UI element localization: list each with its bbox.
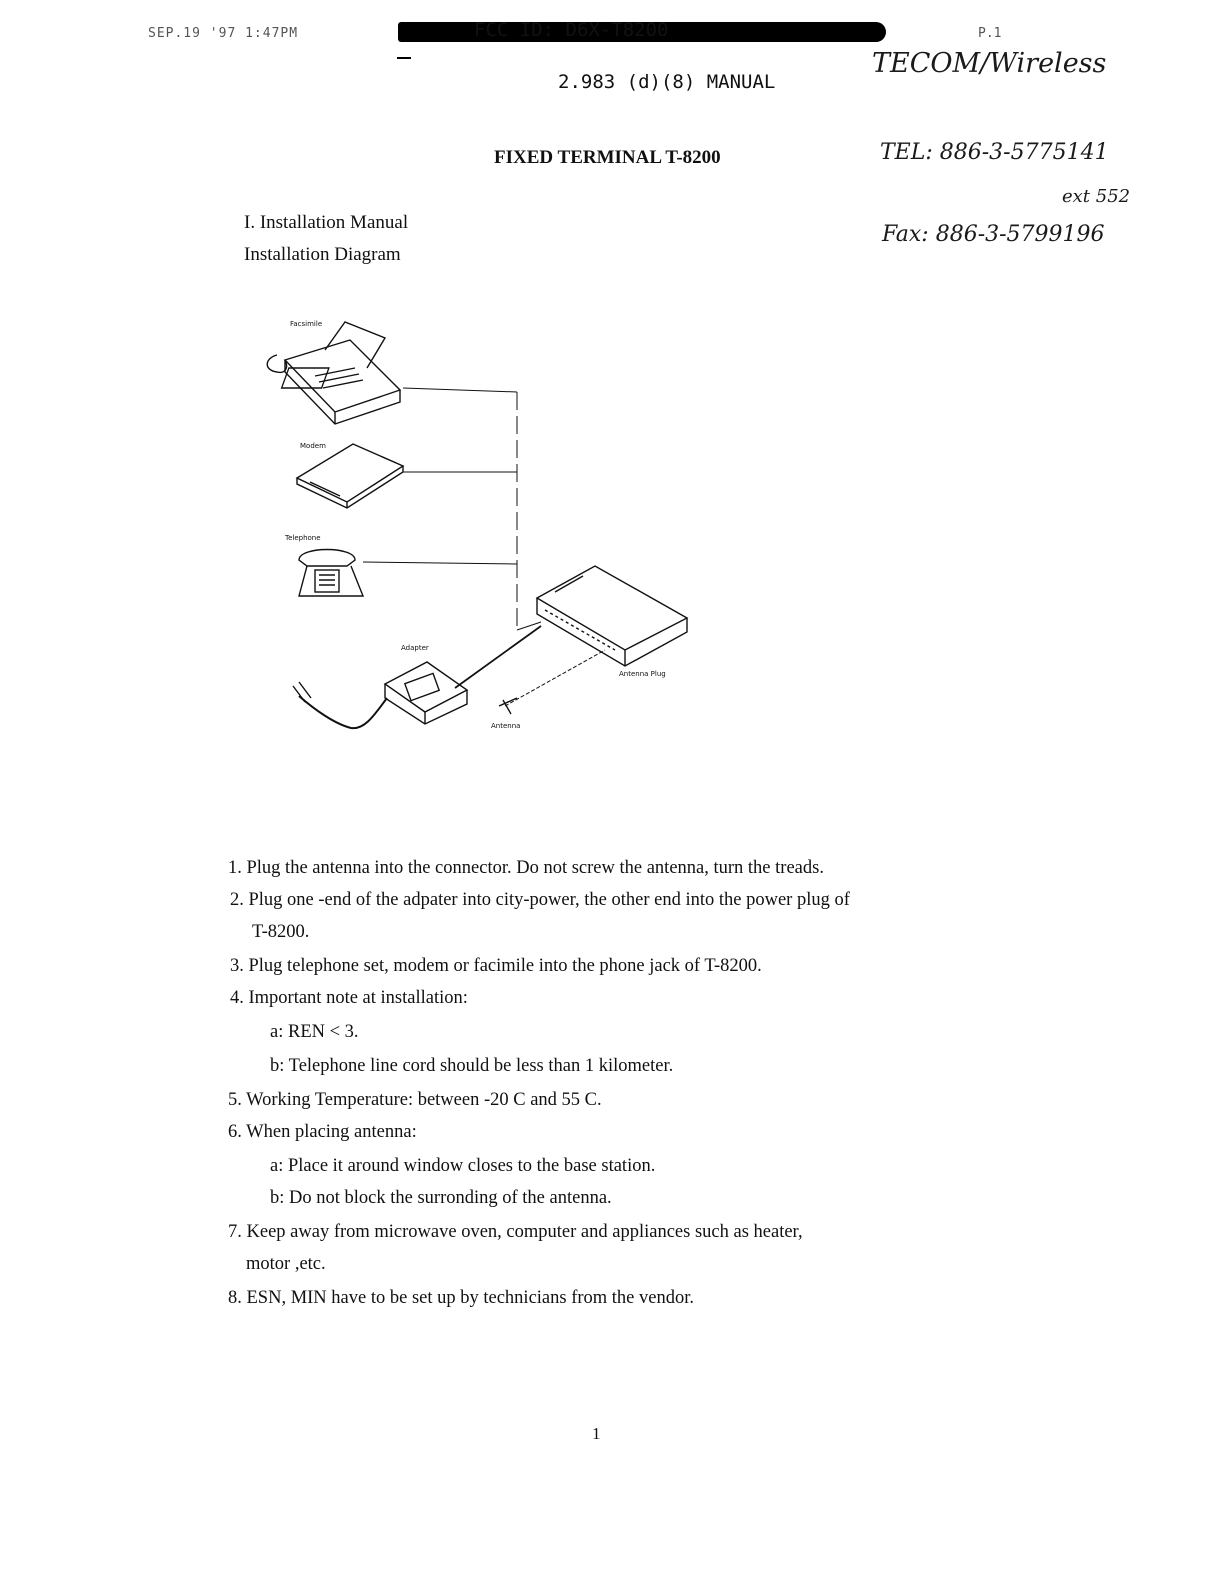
facsimile-illustration (267, 322, 400, 424)
step-3: 3. Plug telephone set, modem or facimile into the phone jack of T-8200. (230, 956, 762, 976)
step-4: 4. Important note at installation: (230, 988, 468, 1008)
page-number: 1 (592, 1424, 601, 1443)
fax-header-dash (397, 57, 411, 59)
adapter-illustration (385, 662, 467, 724)
step-2: 2. Plug one -end of the adpater into city-power, the other end into the power plug of (230, 890, 850, 910)
step-1: 1. Plug the antenna into the connector. Do not screw the antenna, turn the treads. (228, 858, 824, 878)
handwritten-fax: Fax: 886-3-5799196 (882, 222, 1105, 247)
antenna-plug-label: Antenna Plug (619, 670, 666, 678)
telephone-label: Telephone (285, 534, 321, 542)
phone-line-cables (363, 388, 541, 630)
subsection-title: Installation Diagram (244, 244, 401, 265)
handwritten-from: TECOM/Wireless (872, 48, 1107, 79)
step-6: 6. When placing antenna: (228, 1122, 417, 1142)
facsimile-label: Facsimile (290, 320, 323, 328)
adapter-label: Adapter (401, 644, 429, 652)
section-heading (244, 207, 408, 271)
step-7-continued: motor ,etc. (246, 1254, 326, 1274)
step-7: 7. Keep away from microwave oven, computer and appliances such as heater, (228, 1222, 803, 1242)
step-4b: b: Telephone line cord should be less than 1 kilometer. (270, 1056, 674, 1076)
fcc-rule-line: 2.983 (d)(8) MANUAL (558, 71, 776, 93)
handwritten-tel: TEL: 886-3-5775141 (880, 140, 1109, 165)
fax-timestamp: SEP.19 '97 1:47PM (148, 26, 299, 41)
power-cord (293, 626, 541, 728)
document-title: FIXED TERMINAL T-8200 (494, 147, 721, 168)
antenna-label: Antenna (491, 722, 521, 730)
step-8: 8. ESN, MIN have to be set up by technicians from the vendor. (228, 1288, 694, 1308)
t8200-terminal-illustration (537, 566, 687, 666)
telephone-illustration (299, 550, 363, 597)
fcc-id-line: FCC ID: D6X-T8200 (474, 19, 669, 41)
modem-label: Modem (300, 442, 326, 450)
fax-page-marker: P.1 (978, 26, 1002, 41)
step-2-continued: T-8200. (252, 922, 310, 942)
step-5: 5. Working Temperature: between -20 C and 55 C. (228, 1090, 602, 1110)
antenna-illustration (499, 650, 605, 714)
step-6a: a: Place it around window closes to the base station. (270, 1156, 656, 1176)
step-4a: a: REN < 3. (270, 1022, 359, 1042)
handwritten-ext: ext 552 (1062, 186, 1131, 207)
modem-illustration (297, 444, 403, 508)
installation-diagram (255, 310, 715, 740)
section-title: I. Installation Manual (244, 212, 409, 233)
step-6b: b: Do not block the surronding of the antenna. (270, 1188, 612, 1208)
